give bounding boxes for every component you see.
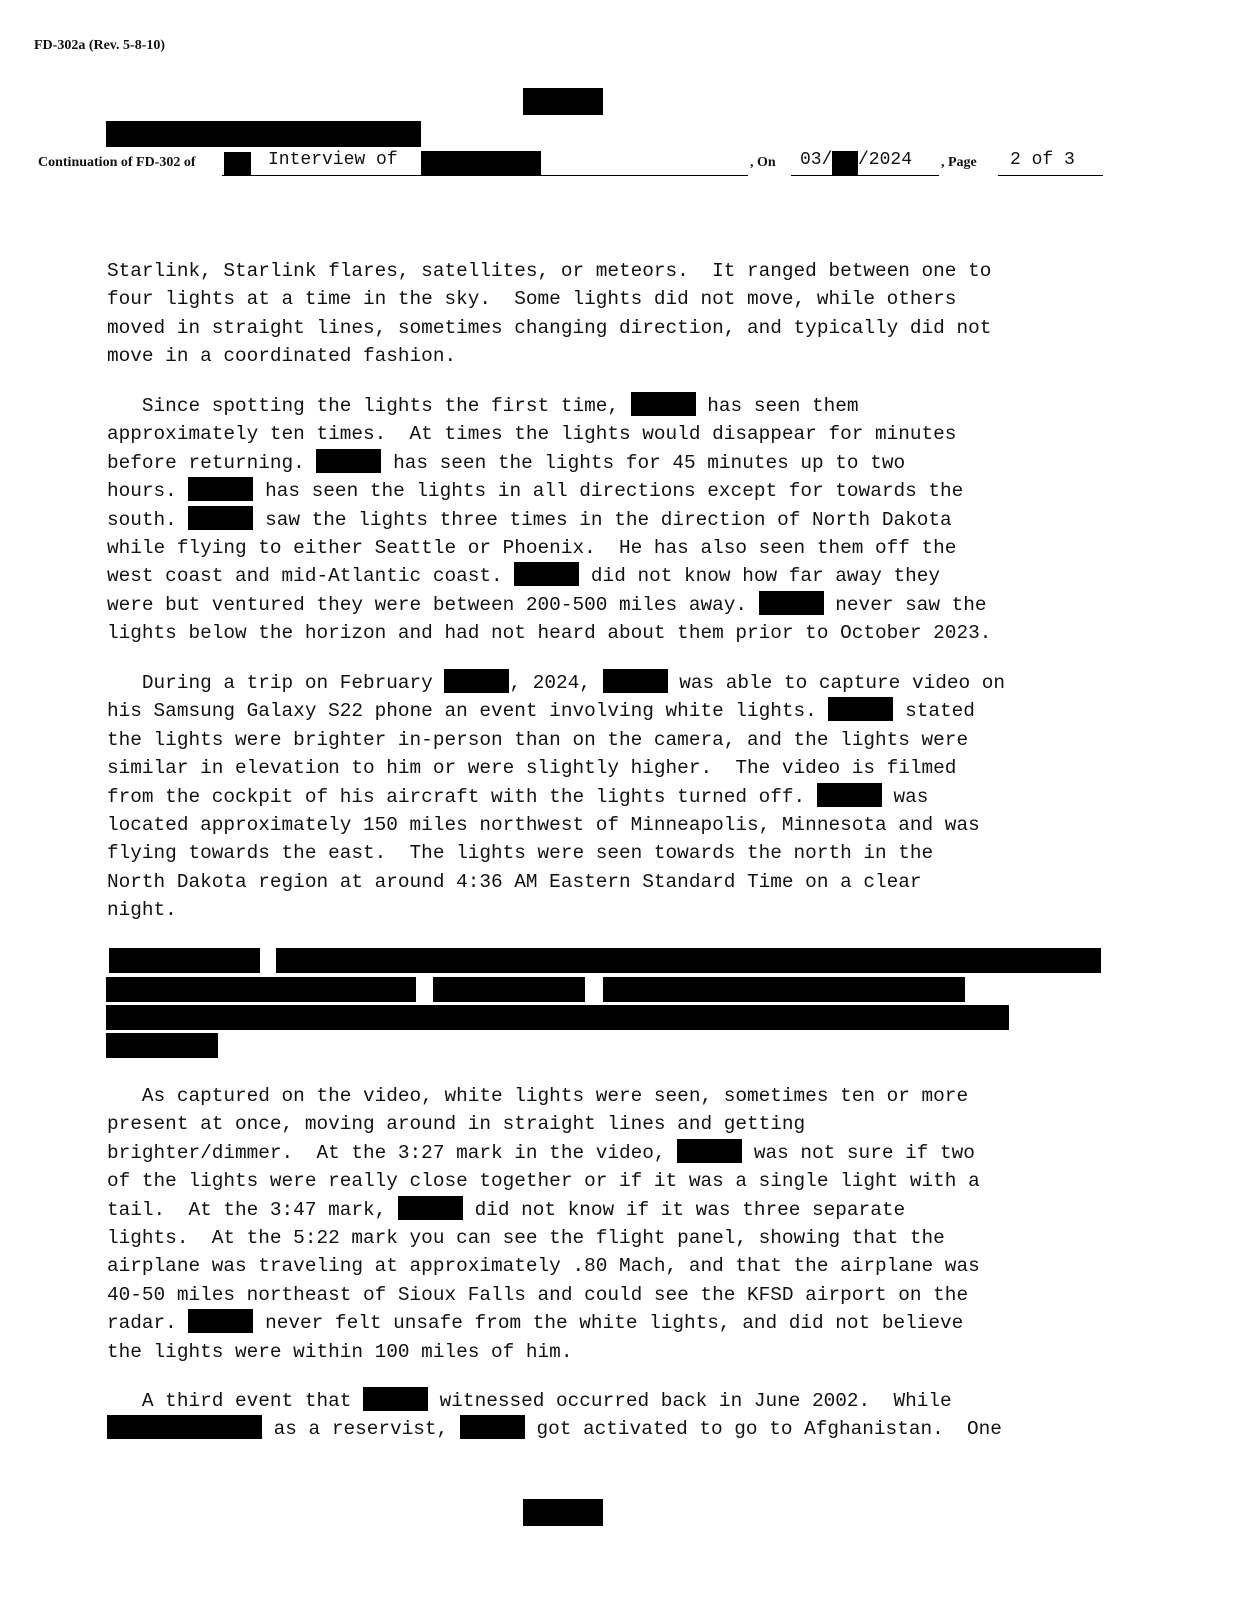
redaction [106,1033,218,1058]
subject-underline [222,175,748,176]
text-line: did not know how far away they [590,565,941,588]
redaction [759,591,824,615]
continuation-label: Continuation of FD-302 of [38,155,196,170]
text-line: lights below the horizon and had not heard about them prior to October 2023. [107,622,992,645]
text-line: never saw the [835,593,987,616]
redaction [603,977,965,1002]
redaction [276,948,1101,973]
text-line: from the cockpit of his aircraft with the lights turned off. [107,785,806,808]
redaction-bottom-stamp [523,1499,603,1526]
paragraph-5 [107,1082,1117,1366]
text-line: radar. [107,1312,177,1335]
text-line: while flying to either Seattle or Phoenix. He has also seen them off the [107,537,957,560]
redaction [106,977,416,1002]
text-line: west coast and mid-Atlantic coast. [107,565,503,588]
redaction-file-number [106,121,421,147]
text-line: move in a coordinated fashion. [107,345,457,368]
text-line: were but ventured they were between 200-500 miles away. [107,593,747,616]
text-line: witnessed occurred back in June 2002. While [439,1390,952,1412]
text-line: As captured on the video, white lights were seen, sometimes ten or more [107,1085,969,1107]
text-line: night. [107,899,177,922]
text-line: , 2024, [509,672,591,694]
redaction [514,562,579,586]
text-line: as a reservist, [273,1418,449,1441]
text-line: moved in straight lines, sometimes changing direction, and typically did not [107,316,992,339]
text-line: has seen them [707,395,859,417]
redaction [106,1005,1009,1030]
text-line: was [893,785,929,808]
text-line: the lights were within 100 miles of him. [107,1340,573,1363]
text-line: did not know if it was three separate [474,1198,906,1221]
text-line: hours. [107,480,177,503]
text-line: got activated to go to Afghanistan. One [536,1418,1002,1441]
paragraph-1 [107,257,1117,371]
text-line: present at once, moving around in straight lines and getting [107,1113,806,1136]
date-underline [791,175,939,176]
page-label: , Page [941,155,977,170]
redaction [107,1415,262,1439]
text-line: was not sure if two [753,1141,975,1164]
paragraph-3 [107,669,1117,925]
text-line: approximately ten times. At times the lights would disappear for minutes [107,423,957,446]
text-line: brighter/dimmer. At the 3:27 mark in the video, [107,1141,666,1164]
paragraph-6 [107,1387,1117,1444]
text-line: tail. At the 3:47 mark, [107,1198,387,1221]
form-id: FD-302a (Rev. 5-8-10) [34,38,166,53]
redaction-top-stamp [523,88,603,115]
paragraph-2 [107,392,1117,648]
text-line: never felt unsafe from the white lights, and did not believe [265,1312,964,1335]
redaction [817,783,882,807]
redaction [188,477,253,501]
text-line: 40-50 miles northeast of Sioux Falls and could see the KFSD airport on the [107,1283,969,1306]
text-line: Since spotting the lights the first time, [107,395,619,417]
redaction [828,697,893,721]
text-line: located approximately 150 miles northwest of Minneapolis, Minnesota and was [107,814,980,837]
text-line: North Dakota region at around 4:36 AM Eastern Standard Time on a clear [107,870,922,893]
text-line: saw the lights three times in the direction of North Dakota [265,508,952,531]
redaction [631,392,696,416]
text-line: the lights were brighter in-person than on the camera, and the lights were [107,728,969,751]
page-underline [998,175,1103,176]
text-line: his Samsung Galaxy S22 phone an event involving white lights. [107,700,817,723]
text-line: Starlink, Starlink flares, satellites, or meteors. It ranged between one to [107,260,992,282]
redaction [316,449,381,473]
text-line: was able to capture video on [679,672,1006,694]
text-line: airplane was traveling at approximately .80 Mach, and that the airplane was [107,1255,980,1278]
redaction [444,669,509,693]
redaction [460,1415,525,1439]
date-month: 03/ [800,150,833,170]
text-line: of the lights were really close together or if it was a single light with a [107,1170,980,1193]
redaction-subject-name [421,151,541,175]
text-line: flying towards the east. The lights were seen towards the north in the [107,842,934,865]
text-line: four lights at a time in the sky. Some lights did not move, while others [107,288,957,311]
redaction [109,948,260,973]
date-year: /2024 [858,150,913,170]
redaction-date-day [832,151,858,175]
text-line: A third event that [107,1390,352,1412]
text-line: stated [905,700,975,723]
text-line: has seen the lights for 45 minutes up to two [393,451,906,474]
subject-text: Interview of [268,150,398,170]
redaction [677,1139,742,1163]
text-line: before returning. [107,451,305,474]
redaction [398,1196,463,1220]
redaction [603,669,668,693]
text-line: has seen the lights in all directions except for towards the [265,480,964,503]
redaction [363,1387,428,1411]
redaction-case-code [224,152,251,175]
page-number: 2 of 3 [1010,150,1075,170]
redaction [188,1309,253,1333]
text-line: similar in elevation to him or were slightly higher. The video is filmed [107,757,957,780]
text-line: south. [107,508,177,531]
text-line: lights. At the 5:22 mark you can see the flight panel, showing that the [107,1227,945,1250]
on-label: , On [750,155,776,170]
redaction [188,506,253,530]
redaction [433,977,585,1002]
text-line: During a trip on February [107,672,433,694]
